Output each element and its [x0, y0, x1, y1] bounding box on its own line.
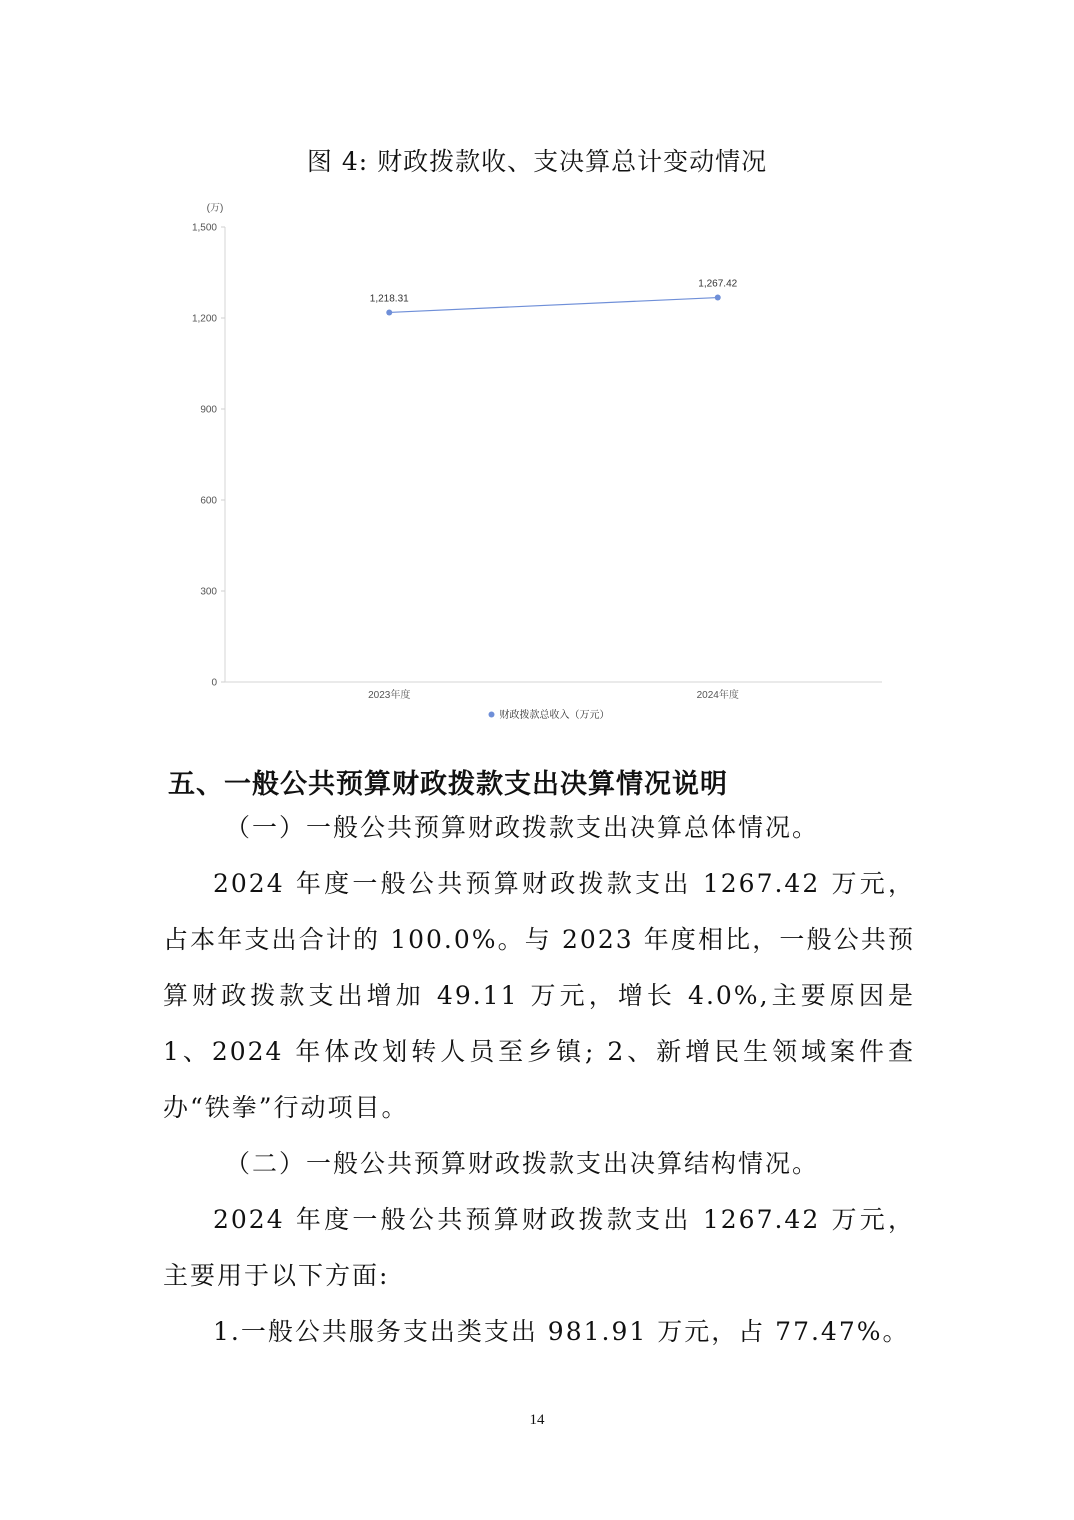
- data-point: [386, 309, 392, 315]
- y-tick-label: 0: [211, 677, 217, 689]
- y-tick-label: 600: [200, 495, 217, 507]
- subheading-structure: （二）一般公共预算财政拨款支出决算结构情况。: [225, 1149, 820, 1178]
- y-tick-label: 1,200: [191, 313, 217, 325]
- legend-marker: [489, 712, 495, 718]
- figure-title: 图 4: 财政拨款收、支决算总计变动情况: [306, 147, 768, 176]
- paragraph-item-1: 1.一般公共服务支出类支出 981.91 万元，占 77.47%。: [213, 1317, 910, 1346]
- data-point: [715, 295, 721, 301]
- paragraph-overall: 2024 年度一般公共预算财政拨款支出 1267.42 万元，占本年支出合计的 100.0%。与 2023 年度相比，一般公共预算财政拨款支出增加 49.11 万元，增长 4.0%,主要原因是 1、2024 年体改划转人员至乡镇; 2、新增民生领域案件查办“铁拳”行动项目。: [163, 869, 915, 1122]
- y-tick-label: 900: [200, 404, 217, 416]
- y-tick-label: 300: [200, 586, 217, 598]
- paragraph-structure: 2024 年度一般公共预算财政拨款支出 1267.42 万元，主要用于以下方面:: [163, 1205, 915, 1290]
- line-chart: [150, 190, 890, 735]
- section-heading: 五、一般公共预算财政拨款支出决算情况说明: [168, 769, 728, 800]
- legend-label: 财政拨款总收入（万元）: [499, 710, 610, 721]
- data-label: 1,218.31: [369, 293, 409, 305]
- x-tick-label: 2023年度: [368, 690, 411, 701]
- subheading-overall: （一）一般公共预算财政拨款支出决算总体情况。: [225, 813, 820, 842]
- page-number: 14: [529, 1412, 545, 1428]
- data-label: 1,267.42: [698, 278, 738, 290]
- y-axis-unit-label: (万): [206, 203, 224, 214]
- y-tick-label: 1,500: [191, 222, 217, 234]
- series-line: [389, 298, 718, 313]
- x-tick-label: 2024年度: [696, 690, 739, 701]
